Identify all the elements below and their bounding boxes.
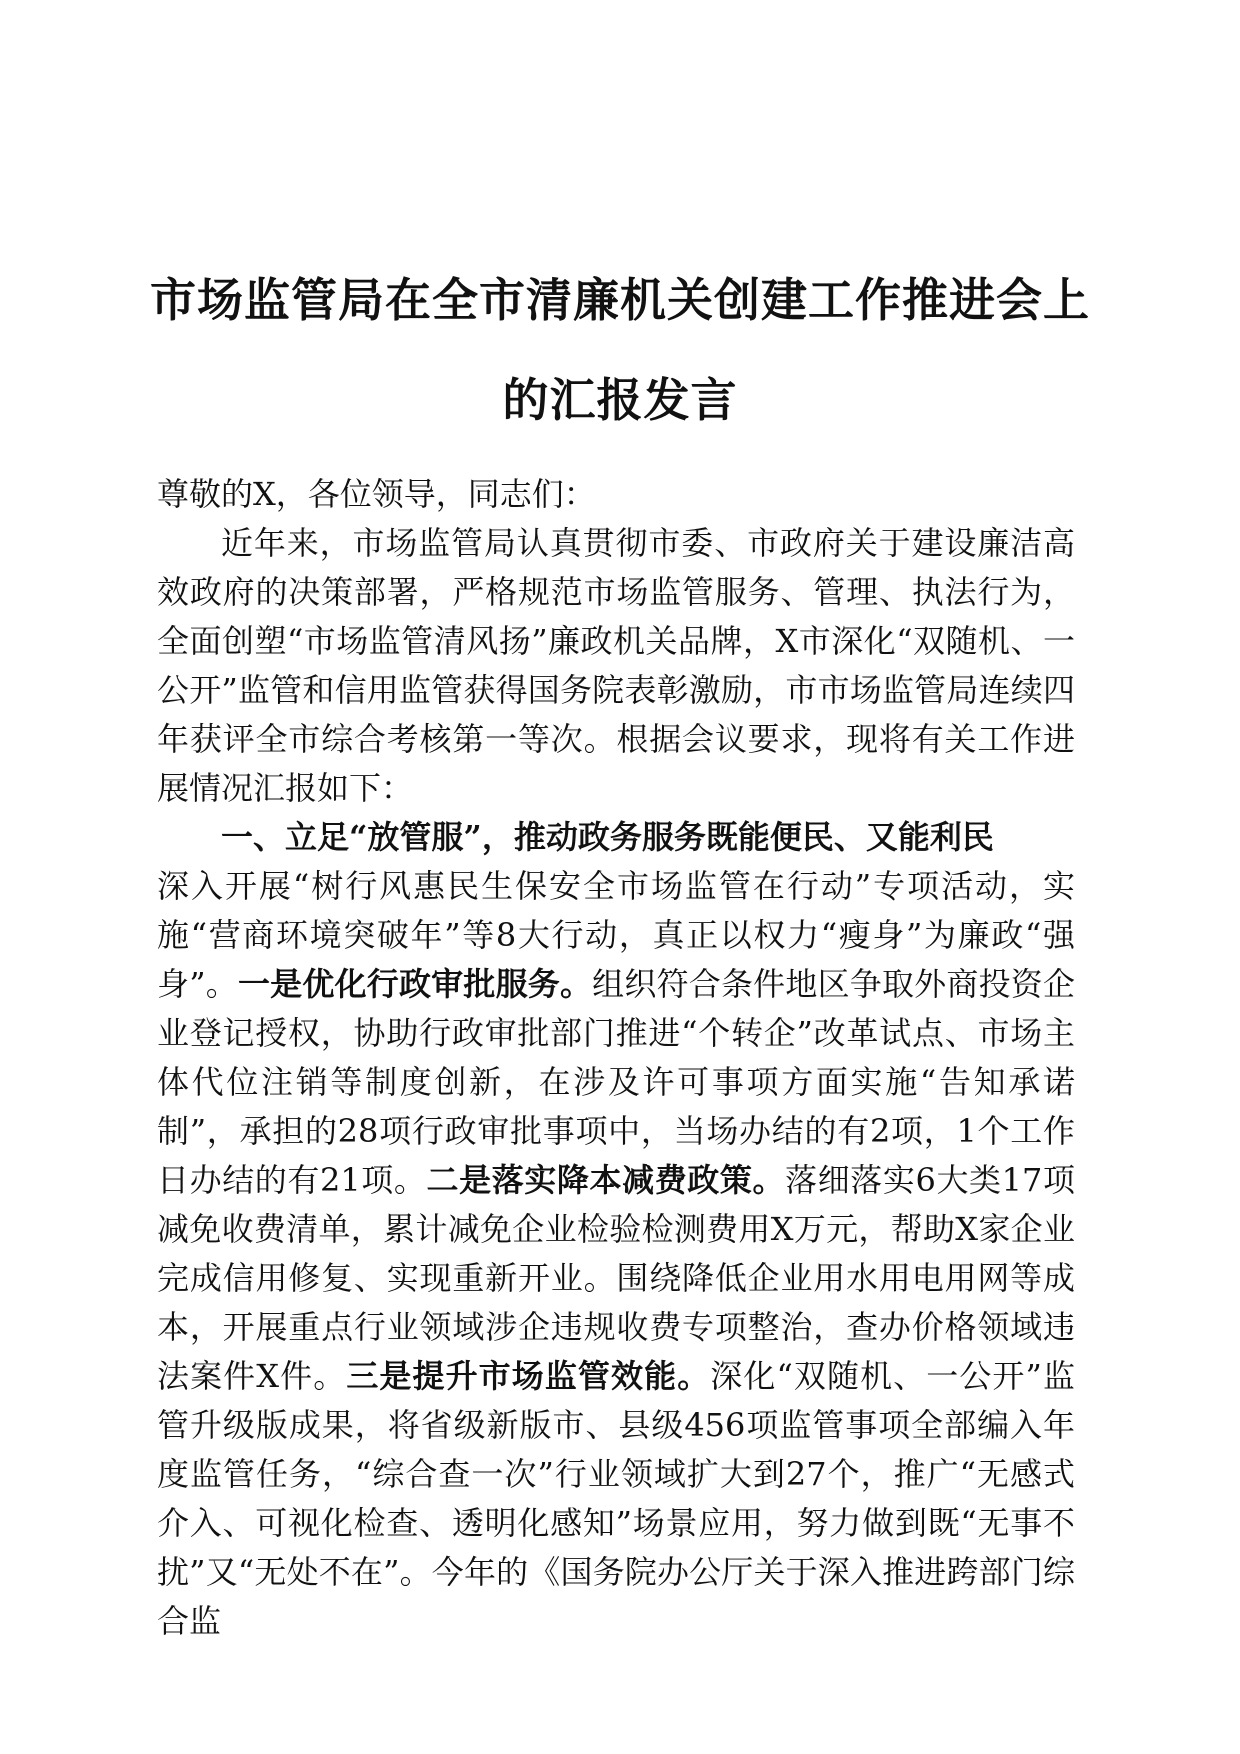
document-body [157,470,1075,1646]
intro-paragraph: 近年来，市场监管局认真贯彻市委、市政府关于建设廉洁高效政府的决策部署，严格规范市场监管服务、管理、执法行为，全面创塑“市场监管清风扬”廉政机关品牌，X市深化“双随机、一公开”监管和信用监管获得国务院表彰激励，市市场监管局连续四年获评全市综合考核第一等次。根据会议要求，现将有关工作进展情况汇报如下： [157,524,1075,807]
point-3-text: 深化“双随机、一公开”监管升级版成果，将省级新版市、县级456项监管事项全部编入年度监管任务，“综合查一次”行业领域扩大到27个，推广“无感式介入、可视化检查、透明化感知”场景应用，努力做到既“无事不扰”又“无处不在”。今年的《国务院办公厅关于深入推进跨部门综合监 [157,1357,1075,1640]
point-3-label: 三是提升市场监管效能。 [346,1357,711,1395]
section-1-lead: 深入开展“树行风惠民生保安全市场监管在行动”专项活动，实施“营商环境突破年”等8大行动，真正以权力“瘦身”为廉政“强身”。 [157,867,1075,1003]
point-2-text: 落细落实6大类17项减免收费清单，累计减免企业检验检测费用X万元，帮助X家企业完成信用修复、实现重新开业。围绕降低企业用水用电用网等成本，开展重点行业领域涉企违规收费专项整治，查办价格领域违法案件X件。 [157,1161,1075,1395]
title-line-1: 市场监管局在全市清廉机关创建工作推进会上 [150,273,1090,327]
title-line-2: 的汇报发言 [502,373,738,427]
point-2-label: 二是落实降本减费政策。 [426,1161,786,1199]
point-1-text: 组织符合条件地区争取外商投资企业登记授权，协助行政审批部门推进“个转企”改革试点、市场主体代位注销等制度创新，在涉及许可事项方面实施“告知承诺制”，承担的28项行政审批事项中，当场办结的有2项，1个工作日办结的有21项。 [157,965,1075,1199]
document-title [140,250,1100,450]
section-1-heading: 一、立足“放管服”，推动政务服务既能便民、又能利民 [221,818,994,856]
point-1-label: 一是优化行政审批服务。 [237,965,593,1003]
salutation: 尊敬的X，各位领导，同志们： [157,475,596,513]
section-1-paragraph [157,862,1075,1646]
